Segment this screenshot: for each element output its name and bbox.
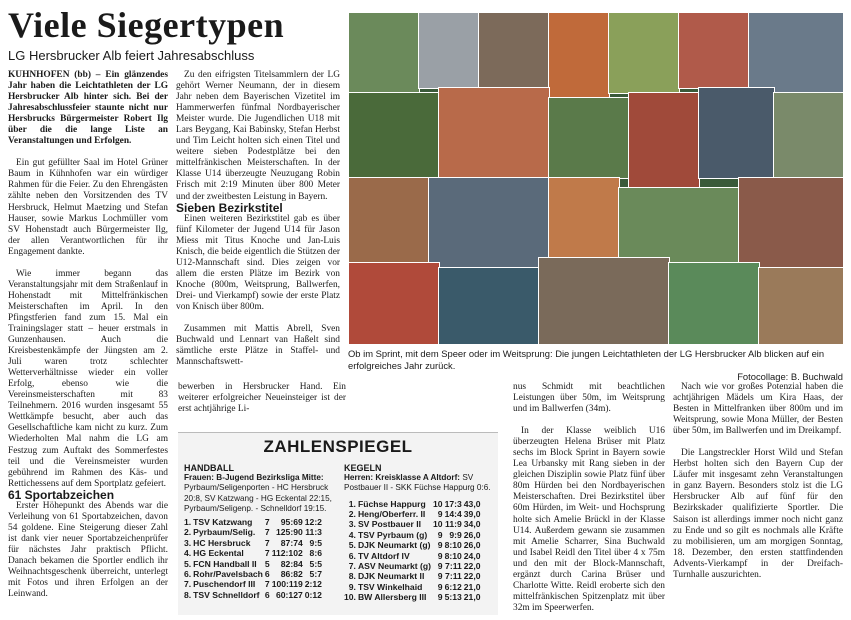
table-cell: 82:84 xyxy=(280,558,303,569)
table-row xyxy=(184,569,324,579)
photo-credit: Fotocollage: B. Buchwald xyxy=(737,371,843,382)
table-row xyxy=(184,527,324,537)
table-cell: ASV Neumarkt (g) xyxy=(357,561,432,572)
photo xyxy=(348,262,440,344)
table-cell: 2:12 xyxy=(304,579,322,590)
table-cell: Puschendorf III xyxy=(193,579,256,590)
table-cell: Pyrbaum/Selig. xyxy=(193,527,256,538)
photo-collage xyxy=(348,12,843,344)
table-cell: DJK Neumarkt (g) xyxy=(357,540,431,551)
photo xyxy=(748,12,843,94)
table-row xyxy=(344,582,483,592)
headline: Viele Siegertypen xyxy=(8,5,285,45)
article-column-4 xyxy=(513,382,665,617)
table-cell: 60:127 xyxy=(276,589,303,600)
table-cell: 14:4 xyxy=(444,509,462,520)
match-results: Pyrbaum/Seligenporten - HC Hersbruck 20:8, SV Katzwang - HG Eckental 22:15, Pyrbaum/Seligenp. - Schnelldorf 19:15. xyxy=(184,483,332,513)
article-column-1 xyxy=(8,70,168,615)
table-cell: Heng/Oberferr. II xyxy=(357,509,426,520)
zahlenspiegel-box xyxy=(178,432,498,615)
table-cell: 9 xyxy=(437,571,443,582)
league-name: Herren: Kreisklasse A Altdorf: xyxy=(344,473,461,483)
table-cell: 112:102 xyxy=(271,548,303,559)
section-heading: Sieben Bezirkstitel xyxy=(176,200,283,215)
table-cell: 7 xyxy=(264,548,270,559)
caption-text: Ob im Sprint, mit dem Speer oder im Weitsprung: Die jungen Leichtathleten der LG Hersbrucker Alb blicken auf ein erfolgreiches Jahr zurück. xyxy=(348,348,825,371)
match-results: SV Postbauer II - SKK Füchse Happurg 0:6. xyxy=(344,473,491,493)
table-cell: TSV Schnelldorf xyxy=(193,589,260,600)
table-cell: 7 xyxy=(264,537,270,548)
photo xyxy=(538,257,670,344)
table-row xyxy=(344,561,483,571)
table-cell: 10. xyxy=(344,592,356,603)
table-row xyxy=(184,590,324,600)
standings-table xyxy=(184,517,324,600)
table-cell: 26,0 xyxy=(463,529,481,540)
table-cell: Füchse Happurg xyxy=(357,498,426,509)
table-cell: Rohr/Pavelsbach xyxy=(193,569,263,580)
paragraph: nus Schmidt mit beachtlichen Leistungen über 50m, im Weitsprung und im Ballwerfen (34m). xyxy=(513,382,665,415)
table-row xyxy=(184,559,324,569)
table-row xyxy=(344,499,483,509)
table-cell: 8:10 xyxy=(444,540,462,551)
table-cell: 4. xyxy=(348,529,356,540)
table-cell: 87:74 xyxy=(280,537,303,548)
article-column-5 xyxy=(673,382,843,617)
table-cell: TSV Winkelhaid xyxy=(357,581,423,592)
photo xyxy=(738,177,843,269)
table-cell: 43,0 xyxy=(463,498,481,509)
table-row xyxy=(344,519,483,529)
paragraph: Nach wie vor großes Potenzial haben die achtjährigen Mädels um Kira Haas, der Besten in Mittelfranken über 800m und im Weitsprung, sowie Mona Müller, der Besten über 50m, im Ballwerfen und im Dreikampf. xyxy=(673,382,843,437)
kegeln-section xyxy=(344,463,494,603)
table-cell: 9 xyxy=(437,581,443,592)
table-cell: 8. xyxy=(348,571,356,582)
subheadline: LG Hersbrucker Alb feiert Jahresabschluss xyxy=(8,48,255,63)
table-cell: DJK Neumarkt II xyxy=(357,571,425,582)
table-cell: 7:11 xyxy=(445,561,462,572)
table-cell: 5:7 xyxy=(309,569,322,580)
table-row xyxy=(344,540,483,550)
table-cell: 9 xyxy=(437,550,443,561)
table-cell: 1. xyxy=(184,517,192,528)
table-cell: 39,0 xyxy=(463,509,481,520)
league-line xyxy=(344,473,494,493)
table-cell: 7 xyxy=(264,527,270,538)
table-cell: 125:90 xyxy=(276,527,303,538)
table-cell: 9 xyxy=(437,509,443,520)
table-cell: 9:9 xyxy=(449,529,462,540)
photo xyxy=(348,177,430,264)
table-cell: 9:5 xyxy=(309,537,322,548)
photo xyxy=(348,12,420,94)
table-cell: 5 xyxy=(264,558,270,569)
table-row xyxy=(344,571,483,581)
paragraph: bewerben in Hersbrucker Hand. Ein weiterer erfolgreicher Neueinsteiger ist der erst achtjährige Li- xyxy=(178,382,346,415)
table-cell: 7 xyxy=(264,579,270,590)
paragraph: Wie immer begann das Veranstaltungsjahr mit dem Straßenlauf in Hohenstadt mit Mittelfränkischen Meisterschaften im April. In den Pfingstferien fand zum 15. Mal ein Trainingslager statt – heuer erstmals in Gunzenhausen. Auch die Kreisbestenkämpfe der Jüngsten am 2. Juli waren trotz schlechter Wetterverhältnisse wieder ein voller Erfolg, ebenso wie die Vereinsmeisterschaften mit 83 Teilnehmern. 2016 wurden insgesamt 55 Wettkämpfe besucht, aber auch das Gesellschaftliche kam nicht zu kurz. Zum Wiederholten Mal nahm die LG am Festzug zum Auftakt des Sommerfestes teil und die Vereinsmeister wurden gebührend im Rahmen des Käs- und Rettichessens auf dem Sportplatz gefeiert. xyxy=(8,268,168,489)
paragraph: Die Langstreckler Horst Wild und Stefan Herbst holten sich den Bayern Cup der Läufer mit insgesamt zehn Veranstaltungen in ganz Bayern. Besonders stolz ist die LG Hersbrucker Alb auf fünf für den Bezirkskader qualifizierte Sportler. Die Saison ist allerdings immer noch nicht ganz zu Ende und so gilt es nochmals alle Kräfte zu mobilisieren, um am morgigen Sonntag, 18. Dezember, den ersten stattfindenden Advents-Vierkampf in der Dreifach-Turnhalle auszurichten. xyxy=(673,448,843,580)
paragraph: Zu den eifrigsten Titelsammlern der LG gehört Werner Neumann, der in diesem Jahr neben dem Bayerischen Vizetitel im Hammerwerfen fünfmal Nordbayerischer Meister wurde. Die Jugendlichen U18 mit Lars Beygang, Kai Babinsky, Stefan Herbst und Tim Leicht holten sich einen Titel und weitere sieben Podestplätze bei den mittelfränkischen Meisterschaften. In der Klasse U14 überzeugte Neuzugang Robin Frisch mit 2:19 Minuten über 800 Meter und der zweitbesten Leistung in Bayern. xyxy=(176,70,340,202)
table-row xyxy=(184,538,324,548)
table-cell: 2. xyxy=(348,509,356,520)
table-cell: FCN Handball II xyxy=(193,558,257,569)
table-cell: 7. xyxy=(348,561,356,572)
table-cell: 8. xyxy=(184,589,192,600)
photo xyxy=(438,87,550,179)
table-cell: 3. xyxy=(184,537,192,548)
photo xyxy=(773,92,843,179)
table-cell: 6. xyxy=(348,550,356,561)
table-cell: SV Postbauer II xyxy=(357,519,421,530)
table-cell: TSV Katzwang xyxy=(193,517,253,528)
table-cell: HG Eckental xyxy=(193,548,244,559)
table-cell: 9. xyxy=(348,581,356,592)
table-row xyxy=(184,548,324,558)
paragraph: In der Klasse weiblich U16 überzeugten Helena Brüser mit Platz sechs im Block Sprint in Bayern sowie Lea Urbansky mit Rang sieben in der gleichen Disziplin sowie Platz fünf über 80m Hürden bei den Nordbayerischen Meisterschaften. Drei Bezirkstitel über 60m Hürden, im Weit- und Hochsprung holte sich Amelie Brückl in der Klasse U14. Außerdem gewann sie zusammen mit Amelie Scharrer, Sina Buchwald und Isabel Reidl den Titel über 4 x 75m und den mit der Block-Mannschaft, ergänzt durch Carina Brüser und Charlotte Witte. Reidl eroberte sich den mittelfränkischen Spitzenplatz mit über 32m im Speerwerfen. xyxy=(513,426,665,613)
table-cell: 1. xyxy=(348,498,356,509)
sport-heading: HANDBALL xyxy=(184,463,234,473)
table-cell: 100:119 xyxy=(271,579,303,590)
sport-heading: KEGELN xyxy=(344,463,382,473)
photo xyxy=(478,12,550,94)
table-cell: 21,0 xyxy=(463,592,481,603)
table-cell: 5:13 xyxy=(444,592,462,603)
table-cell: HC Hersbruck xyxy=(193,537,251,548)
table-cell: 3. xyxy=(348,519,356,530)
table-row xyxy=(344,530,483,540)
table-cell: 26,0 xyxy=(463,540,481,551)
photo xyxy=(348,92,440,179)
table-cell: 95:69 xyxy=(280,517,303,528)
table-cell: 34,0 xyxy=(463,519,481,530)
table-cell: 10 xyxy=(433,519,443,530)
table-cell: 7:11 xyxy=(445,571,462,582)
photo xyxy=(618,187,740,264)
table-cell: 11:9 xyxy=(445,519,462,530)
photo xyxy=(548,177,620,259)
article-column-3 xyxy=(178,382,346,427)
handball-section xyxy=(184,463,336,600)
photo xyxy=(548,97,630,179)
table-cell: 6:12 xyxy=(444,581,462,592)
photo xyxy=(548,12,610,99)
table-cell: 9 xyxy=(437,540,443,551)
table-cell: 0:12 xyxy=(304,589,322,600)
section-heading: 61 Sportabzeichen xyxy=(8,487,115,502)
table-cell: BW Allersberg III xyxy=(357,592,427,603)
paragraph: Ein gut gefüllter Saal im Hotel Grüner Baum in Kühnhofen war ein würdiger Rahmen für die Feier. Zu den Ehrengästen zählte neben den Vorsitzenden des TV Hersbruck, Helmut Maetzing und Stefan Hauser, sowie Markus Lochmüller vom SV Hohenstadt auch Bürgermeister Ilg, der allen Verantwortlichen für ihr Engagement dankte. xyxy=(8,158,168,257)
table-row xyxy=(184,579,324,589)
photo xyxy=(628,92,700,189)
table-cell: 86:82 xyxy=(280,569,303,580)
table-cell: 6 xyxy=(264,589,270,600)
table-cell: TSV Pyrbaum (g) xyxy=(357,529,428,540)
photo xyxy=(758,267,843,344)
table-cell: 24,0 xyxy=(463,550,481,561)
league-name: Frauen: B-Jugend Bezirksliga Mitte: xyxy=(184,473,324,483)
table-cell: 7 xyxy=(264,517,270,528)
table-cell: 17:3 xyxy=(444,498,462,509)
photo xyxy=(668,262,760,344)
table-cell: 22,0 xyxy=(463,571,481,582)
photo xyxy=(428,177,550,269)
table-cell: 4. xyxy=(184,548,192,559)
photo xyxy=(608,12,680,94)
table-cell: TV Altdorf IV xyxy=(357,550,410,561)
table-cell: 10 xyxy=(433,498,443,509)
table-cell: 5:5 xyxy=(309,558,322,569)
standings-table xyxy=(344,499,483,603)
photo xyxy=(678,12,750,89)
photo xyxy=(438,267,540,344)
table-row xyxy=(344,509,483,519)
table-cell: 12:2 xyxy=(304,517,322,528)
table-cell: 9 xyxy=(437,529,443,540)
table-cell: 6. xyxy=(184,569,192,580)
table-cell: 2. xyxy=(184,527,192,538)
paragraph: Zusammen mit Mattis Abrell, Sven Buchwald und Lennart van Haßelt sind sämtliche erste Plätze in Staffel- und Mannschaftswett- xyxy=(176,324,340,368)
photo xyxy=(418,12,480,89)
paragraph: Erster Höhepunkt des Abends war die Verleihung von 61 Sportabzeichen, davon 54 goldene. Eine Steigerung dieser Zahl ist dank vier neuer Sportabzeichenprüfer für nächstes Jahr praktisch Pflicht. Danach bekamen die Sportler endlich ihr Weihnachtsgeschenk überreicht, unterlegt mit Fotos und ihren Erfolgen an der Leinwand. xyxy=(8,500,168,600)
table-row xyxy=(184,517,324,527)
table-cell: 9 xyxy=(437,561,443,572)
table-cell: 6 xyxy=(264,569,270,580)
zahlenspiegel-title: ZAHLENSPIEGEL xyxy=(263,437,413,456)
photo xyxy=(698,87,775,179)
paragraph: Einen weiteren Bezirkstitel gab es über fünf Kilometer der Jugend U14 für Jason Miess mit Titus Knoche und Jan-Luis Knisch, die beide eigentlich die Stützen der U12-Mannschaft sind. Dies zeigen vor allem die ersten Plätze im Bezirk von Knoche (800m, Weitsprung, Ballwerfen, Drei- und Vierkampf) sowie der erste Platz von Knisch über 800m. xyxy=(176,213,340,312)
photo-caption xyxy=(348,348,843,383)
table-cell: 8:10 xyxy=(444,550,462,561)
table-cell: 5. xyxy=(184,558,192,569)
table-cell: 8:6 xyxy=(309,548,322,559)
table-cell: 22,0 xyxy=(463,561,481,572)
table-row xyxy=(344,551,483,561)
table-cell: 7. xyxy=(184,579,192,590)
table-cell: 21,0 xyxy=(463,581,481,592)
table-row xyxy=(344,592,483,602)
table-cell: 5. xyxy=(348,540,356,551)
table-cell: 9 xyxy=(437,592,443,603)
article-column-2 xyxy=(176,70,340,415)
lead-paragraph: KÜHNHOFEN (bb) – Ein glänzendes Jahr haben die Leichtathleten der LG Hersbrucker Alb hinter sich. Bei der Jahresabschlussfeier staunte nicht nur Hersbrucks Bürgermeister Robert Ilg über die die lange Liste an Veranstaltungen und Erfolgen. xyxy=(8,70,168,147)
table-cell: 11:3 xyxy=(305,527,322,538)
